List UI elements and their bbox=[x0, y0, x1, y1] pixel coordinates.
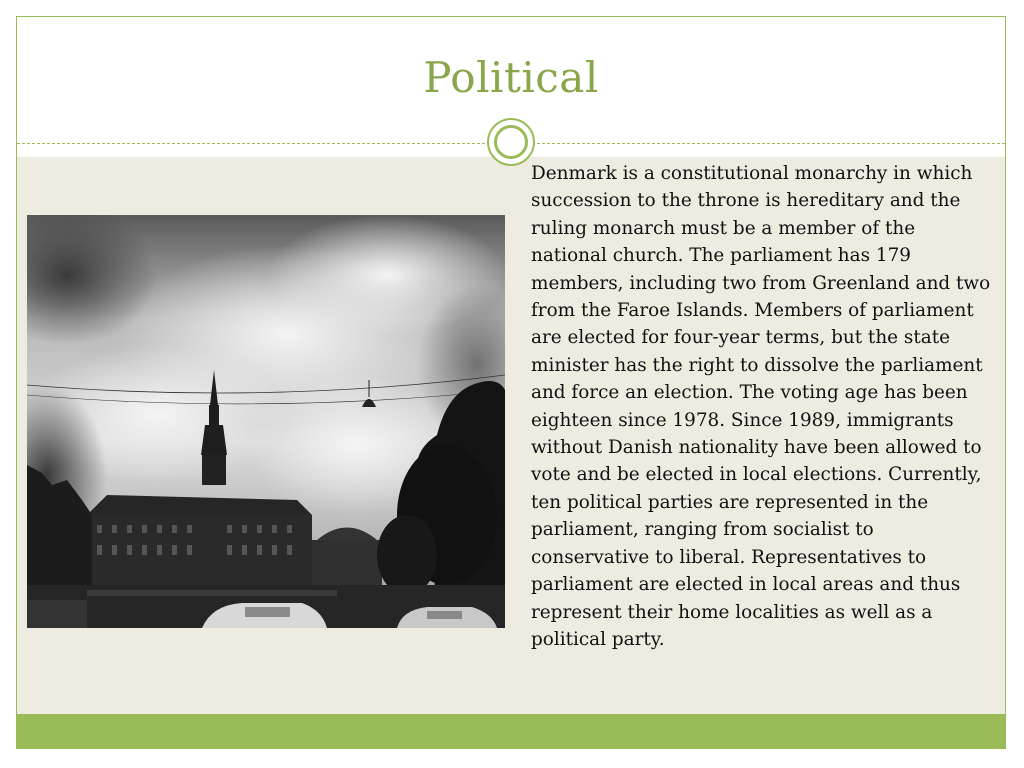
circle-ornament-inner bbox=[494, 125, 528, 159]
parliament-photo-drawing bbox=[27, 215, 505, 628]
body-paragraph: Denmark is a constitutional monarchy in which succession to the throne is hereditary and the ruling monarch must be a member of the national church. The parliament has 179 members, including two from Greenland and two from the Faroe Islands. Members of parliament are elected for four-year terms, but the state minister has the right to dissolve the parliament and force an election. The voting age has been eighteen since 1978. Since 1989, immigrants without Danish nationality have been allowed to vote and be elected in local elections. Currently, ten political parties are represented in the parliament, ranging from socialist to conservative to liberal. Representatives to parliament are elected in local areas and thus represent their home localities as well as a political party. bbox=[531, 163, 991, 650]
circle-ornament-icon bbox=[487, 118, 535, 166]
slide-title: Political bbox=[423, 53, 599, 102]
slide bbox=[16, 16, 1006, 749]
parliament-photo bbox=[27, 215, 505, 628]
footer-bar bbox=[17, 714, 1005, 748]
